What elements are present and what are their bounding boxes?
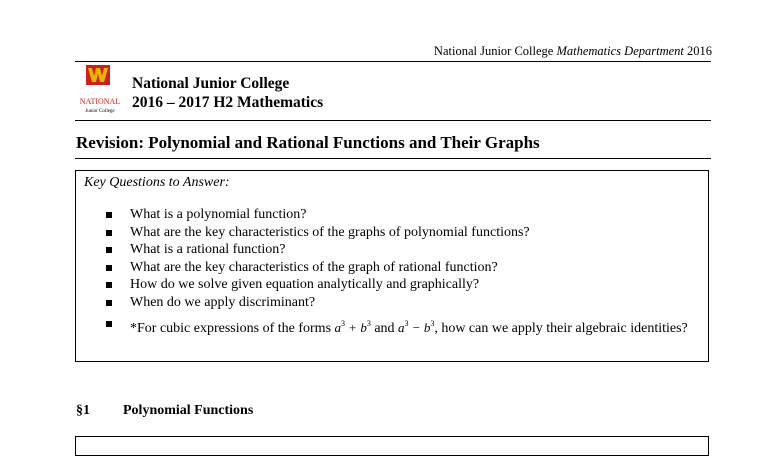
list-item-text: What is a polynomial function?: [130, 207, 307, 222]
header-text-italic: Mathematics Department: [556, 44, 684, 58]
title-rule-top: [75, 120, 711, 121]
key-questions-box: [75, 170, 709, 362]
page-header: [434, 44, 712, 59]
cubic-middle: and: [370, 321, 399, 336]
list-item: [76, 276, 708, 294]
college-subtitle: 2016 – 2017 H2 Mathematics: [132, 94, 324, 111]
section-title: Polynomial Functions: [123, 403, 254, 418]
bullet-icon: [106, 247, 112, 253]
list-item: [76, 224, 708, 242]
list-item-text: When do we apply discriminant?: [130, 294, 316, 310]
list-item: [76, 241, 708, 259]
section-content-box: [75, 436, 709, 456]
bullet-icon: [106, 212, 112, 218]
college-logo: [76, 63, 124, 115]
math-difference-of-cubes: $a^3 - b^3$: [398, 319, 435, 335]
bullet-icon: [106, 300, 112, 306]
bullet-icon: [106, 282, 112, 288]
logo-name: NATIONAL: [79, 97, 121, 106]
college-name: National Junior College: [132, 75, 290, 92]
list-item: [76, 294, 708, 312]
document-title: Revision: Polynomial and Rational Functions and Their Graphs: [76, 133, 540, 152]
math-sum-of-cubes: $a^3 + b^3$: [334, 319, 371, 335]
key-questions-heading: Key Questions to Answer:: [84, 175, 230, 190]
list-item: [76, 259, 708, 277]
header-text-pre: National Junior College: [433, 44, 557, 58]
key-questions-list: [76, 206, 708, 338]
bullet-icon: [106, 321, 112, 327]
bullet-icon: [106, 230, 112, 236]
section-number: §1: [76, 403, 90, 418]
list-item-text: How do we solve given equation analytically and graphically?: [130, 277, 480, 292]
cubic-prefix: *For cubic expressions of the forms: [130, 321, 335, 336]
list-item-cubic: [76, 315, 708, 338]
title-rule-bottom: [75, 158, 711, 159]
list-item: [76, 206, 708, 224]
header-rule: [75, 61, 711, 62]
list-item-text: What are the key characteristics of the graph of rational function?: [130, 259, 498, 275]
logo-sub: Junior College: [85, 109, 115, 114]
list-item-text: What are the key characteristics of the graphs of polynomial functions?: [130, 224, 530, 240]
header-text-post: 2016: [683, 44, 712, 58]
list-item-text: What is a rational function?: [130, 242, 286, 257]
bullet-icon: [106, 265, 112, 271]
cubic-suffix: , how can we apply their algebraic identities?: [434, 321, 688, 336]
